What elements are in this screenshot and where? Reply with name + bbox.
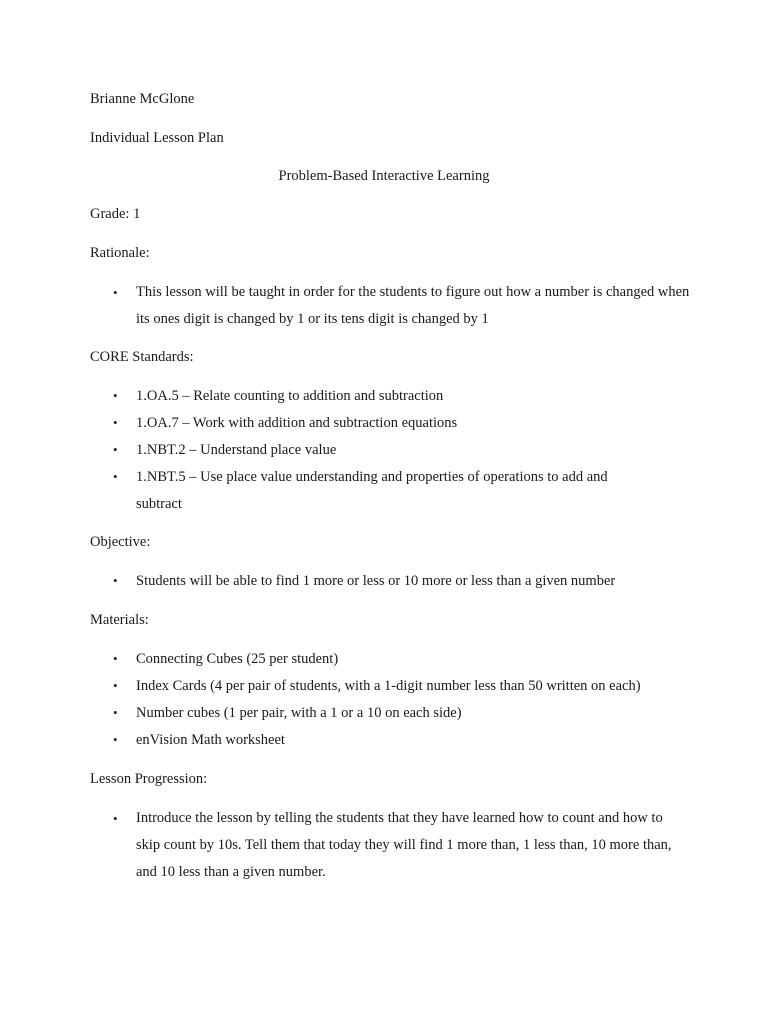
rationale-heading: Rationale: (90, 245, 150, 261)
bullet-icon: • (113, 732, 118, 747)
bullet-icon: • (113, 573, 118, 588)
rationale-item: This lesson will be taught in order for the students to figure out how a number is changed when its ones digit is changed by 1 or its tens digit is changed by 1 (136, 284, 690, 327)
document-type: Individual Lesson Plan (90, 130, 224, 146)
standard-item: 1.OA.5 – Relate counting to addition and subtraction (136, 388, 444, 404)
material-item: enVision Math worksheet (136, 732, 285, 748)
standard-item: 1.OA.7 – Work with addition and subtraction equations (136, 415, 458, 431)
bullet-icon: • (113, 388, 118, 403)
materials-heading: Materials: (90, 612, 149, 628)
standard-item: 1.NBT.5 – Use place value understanding and properties of operations to add and subtract (136, 469, 608, 512)
progression-heading: Lesson Progression: (90, 771, 208, 787)
material-item: Number cubes (1 per pair, with a 1 or a 10 on each side) (136, 705, 462, 721)
bullet-icon: • (113, 285, 118, 300)
standard-item: 1.NBT.2 – Understand place value (136, 442, 337, 458)
bullet-icon: • (113, 415, 118, 430)
bullet-icon: • (113, 651, 118, 666)
bullet-icon: • (113, 442, 118, 457)
bullet-icon: • (113, 705, 118, 720)
objective-item: Students will be able to find 1 more or less or 10 more or less than a given number (136, 573, 616, 589)
material-item: Index Cards (4 per pair of students, with a 1-digit number less than 50 written on each) (136, 678, 641, 694)
document-title: Problem-Based Interactive Learning (278, 168, 490, 184)
objective-heading: Objective: (90, 534, 151, 550)
bullet-icon: • (113, 811, 118, 826)
grade-line: Grade: 1 (90, 206, 141, 222)
progression-item: Introduce the lesson by telling the students that they have learned how to count and how to skip count by 10s. Tell them that today they will find 1 more than, 1 less than, 10 more than, and 10 less than a given number. (136, 810, 672, 880)
material-item: Connecting Cubes (25 per student) (136, 651, 339, 667)
bullet-icon: • (113, 469, 118, 484)
standards-heading: CORE Standards: (90, 349, 194, 365)
author-name: Brianne McGlone (90, 91, 195, 107)
bullet-icon: • (113, 678, 118, 693)
